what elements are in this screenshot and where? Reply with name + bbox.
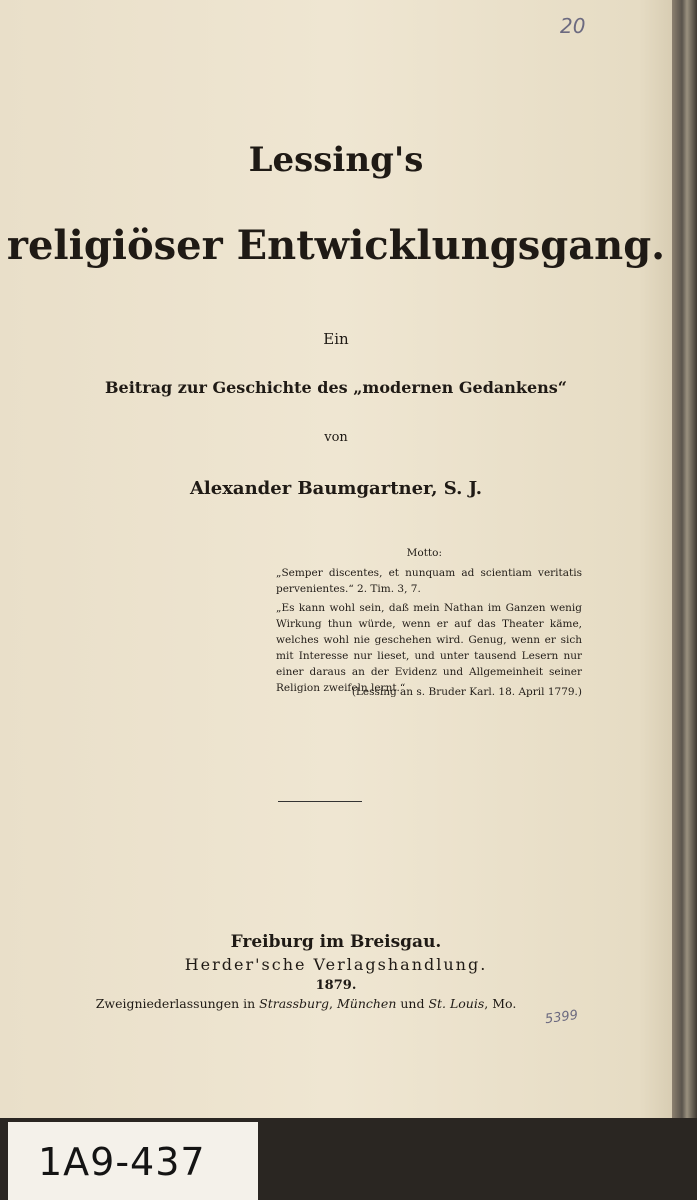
branches-und: und xyxy=(396,996,429,1011)
page-edge xyxy=(672,0,697,1118)
branch-st-louis: St. Louis xyxy=(428,996,485,1011)
von: von xyxy=(324,430,348,445)
branches-suffix: , Mo. xyxy=(484,996,517,1011)
title-line-1: Lessing's xyxy=(248,140,424,180)
ornamental-rule xyxy=(278,801,362,802)
branch-muenchen: München xyxy=(336,996,397,1011)
branch-strassburg: Strassburg xyxy=(259,996,330,1011)
imprint-city: Freiburg im Breisgau. xyxy=(230,932,442,952)
imprint-branches: Zweigniederlassungen in Strassburg, München und St. Louis, Mo. xyxy=(95,996,517,1011)
imprint-publisher: Herder'sche Verlagshandlung. xyxy=(184,955,488,974)
branches-prefix: Zweigniederlassungen in xyxy=(95,996,260,1011)
motto-quote-1: „Semper discentes, et nunquam ad scientiam veritatis pervenientes.“ 2. Tim. 3, 7. xyxy=(276,567,582,595)
subtitle-ein: Ein xyxy=(323,330,349,348)
shelf-label-text: 1A9-437 xyxy=(38,1140,206,1184)
subtitle: Beitrag zur Geschichte des „modernen Gedankens“ xyxy=(105,378,567,397)
motto-attribution: (Lessing an s. Bruder Karl. 18. April 1779.) xyxy=(351,686,582,698)
motto-quote-2: „Es kann wohl sein, daß mein Nathan im Ganzen wenig Wirkung thun würde, wenn er auf das Theater käme, welches wohl nie geschehen wird. Genug, wenn er sich mit Interesse nur lieset, und unter tausend Lesern nur einer daraus an der Evidenz und Allgemeinheit seiner Religion zweifeln lernt.“ xyxy=(276,602,582,694)
author: Alexander Baumgartner, S. J. xyxy=(189,478,483,499)
imprint-year: 1879. xyxy=(315,978,357,993)
handwritten-number: 5399 xyxy=(544,1007,579,1028)
shelf-label xyxy=(8,1122,258,1200)
handwritten-page-number: 20 xyxy=(560,14,586,38)
motto-heading: Motto: xyxy=(406,547,442,559)
title-line-2: religiöser Entwicklungsgang. xyxy=(6,222,666,269)
